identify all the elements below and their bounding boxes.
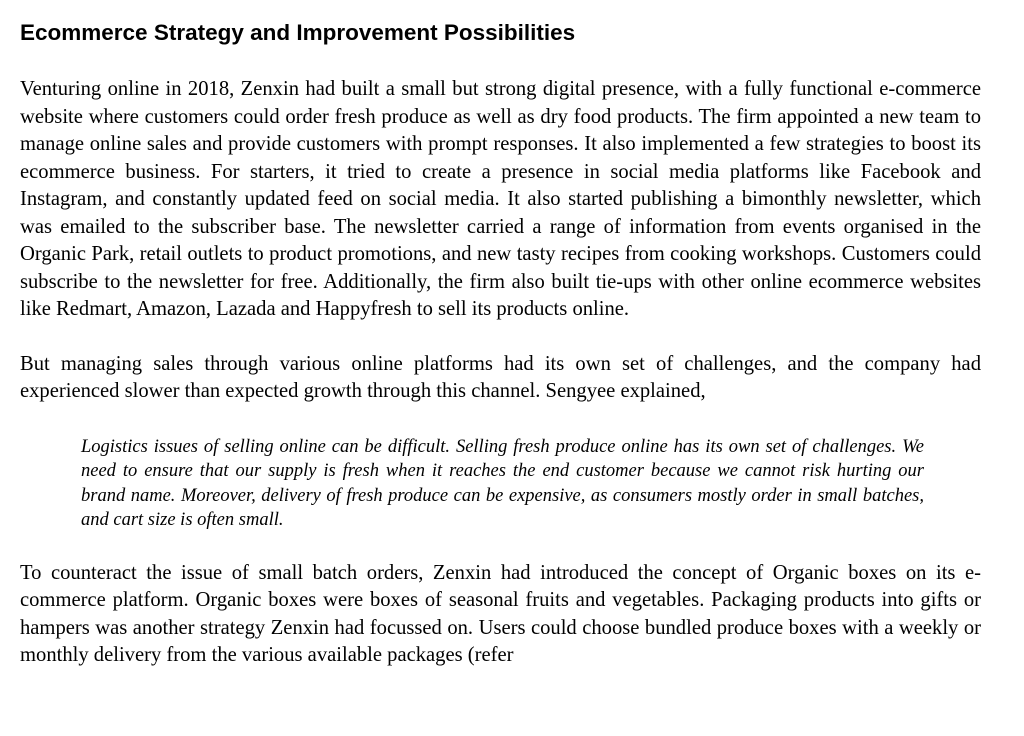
paragraph-organic-boxes: To counteract the issue of small batch orders, Zenxin had introduced the concept of Organic boxes on its e-commerce platform. Organic boxes were boxes of seasonal fruits and vegetables. Packaging products into gifts or hampers was another strategy Zenxin had focussed on. Users could choose bundled produce boxes with a weekly or monthly delivery from the various available packages (refer bbox=[20, 561, 981, 666]
section-heading: Ecommerce Strategy and Improvement Possibilities bbox=[20, 20, 576, 45]
paragraph-online-challenges: But managing sales through various online platforms had its own set of challenges, and the company had experienced slower than expected growth through this channel. Sengyee explained, bbox=[20, 352, 981, 402]
paragraph-ecommerce-presence: Venturing online in 2018, Zenxin had built a small but strong digital presence, with a fully functional e-commerce website where customers could order fresh produce as well as dry food products. The firm appointed a new team to manage online sales and provide customers with prompt responses. It also implemented a few strategies to boost its ecommerce business. For starters, it tried to create a presence in social media platforms like Facebook and Instagram, and constantly updated feed on social media. It also started publishing a bimonthly newsletter, which was emailed to the subscriber base. The newsletter carried a range of information from events organised in the Organic Park, retail outlets to product promotions, and new tasty recipes from cooking workshops. Customers could subscribe to the newsletter for free. Additionally, the firm also built tie-ups with other online ecommerce websites like Redmart, Amazon, Lazada and Happyfresh to sell its products online. bbox=[20, 78, 981, 320]
block-quote-sengyee: Logistics issues of selling online can be difficult. Selling fresh produce online has its own set of challenges. We need to ensure that our supply is fresh when it reaches the end customer because we cannot risk hurting our brand name. Moreover, delivery of fresh produce can be expensive, as consumers mostly order in small batches, and cart size is often small. bbox=[81, 436, 924, 530]
document-page bbox=[20, 0, 981, 670]
